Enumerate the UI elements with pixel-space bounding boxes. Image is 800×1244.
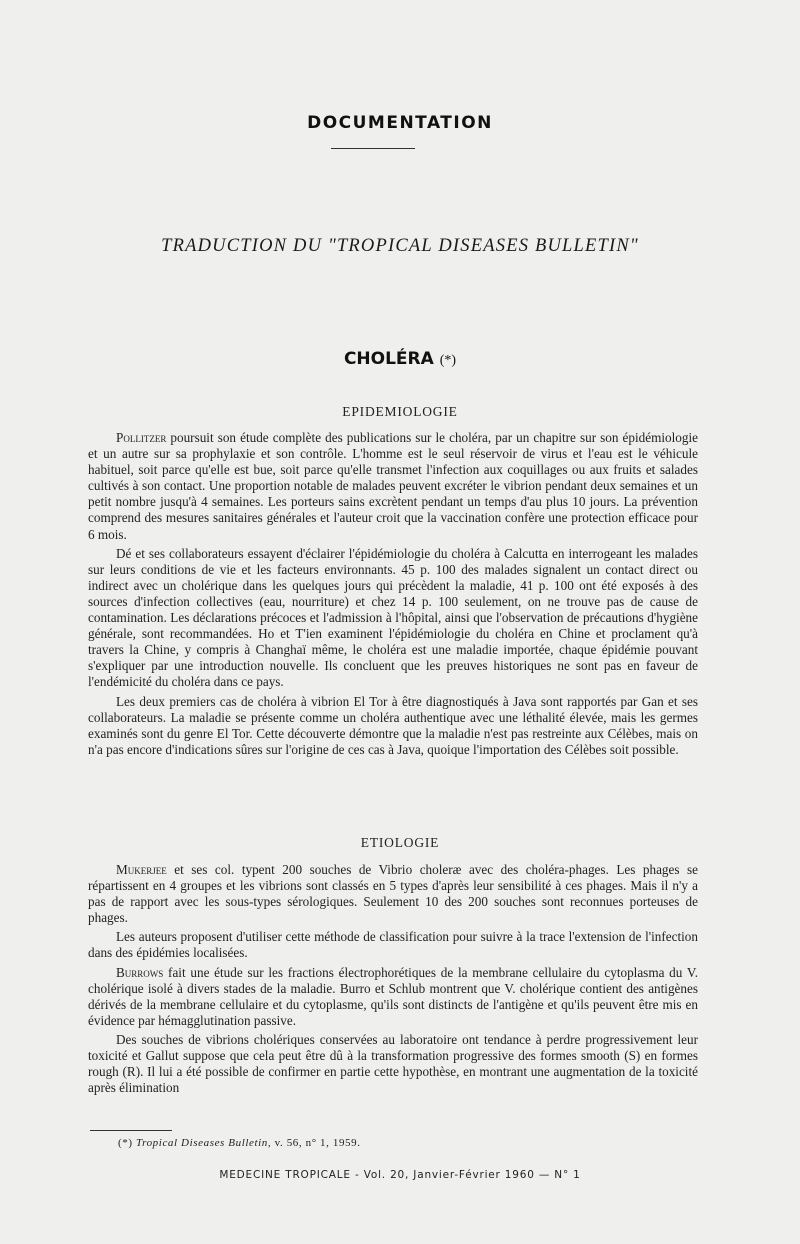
subtitle: TRADUCTION DU "TROPICAL DISEASES BULLETIN"	[161, 236, 639, 256]
subsection-heading-etiologie: ETIOLOGIE	[360, 835, 440, 850]
paragraph-text: Des souches de vibrions cholériques conservées au laboratoire ont tendance à perdre progressivement leur toxicité et Gallut suppose que cela peut être dû à la transformation progressive des formes smooth (S) en formes rough (R). Il lui a été possible de confirmer en partie cette hypothèse, en montrant une augmentation de la toxicité après élimination	[88, 1031, 698, 1096]
footnote-ref: v. 56, n° 1, 1959.	[274, 1137, 361, 1149]
author-name: Pollitzer	[116, 430, 167, 445]
subsection-heading-epidemiologie: EPIDEMIOLOGIE	[342, 404, 458, 419]
paragraph	[88, 1032, 698, 1096]
section-heading: DOCUMENTATION	[307, 113, 493, 133]
footnote	[118, 1137, 361, 1149]
paragraph-text: poursuit son étude complète des publications sur le choléra, par un chapitre sur son épidémiologie et un autre sur sa prophylaxie et son contrôle. L'homme est le seul réservoir de virus et l'eau est le véhicule habituel, soit parce qu'elle est bue, soit parce qu'elle transmet l'infection aux coquillages ou aux fruits et salades cultivés à son contact. Une proportion notable de malades peuvent excréter le vibrion pendant deux semaines et un petit nombre jusqu'à 4 semaines. Les porteurs sains excrètent pendant un temps d'au plus 10 jours. La prévention comprend des mesures sanitaires générales et l'auteur croit que la vaccination confère une protection efficace pour 6 mois.	[88, 430, 698, 542]
paragraph-text: fait une étude sur les fractions électrophorétiques de la membrane cellulaire du cytoplasma du V. cholérique isolé à divers stades de la maladie. Burro et Schlub montrent que V. cholérique contient des antigènes dérivés de la membrane cellulaire et du cytoplasme, qu'ils sont distincts de l'antigène et qu'ils peuvent être mis en évidence par hémagglutination passive.	[88, 964, 698, 1028]
footnote-rule	[90, 1130, 172, 1131]
footnote-reference: (*)	[439, 353, 457, 368]
section-body-etiologie	[88, 862, 698, 1096]
paragraph-text: Dé et ses collaborateurs essayent d'éclairer l'épidémiologie du choléra à Calcutta en interrogeant les malades sur leurs conditions de vie et les facteurs environnants. 45 p. 100 des malades signalent un contact direct ou indirect avec un cholérique dans les quelques jours qui précèdent la maladie, 41 p. 100 ont été exposés à des sources d'infection collectives (eau, nourriture) et chez 14 p. 100 seulement, on ne trouve pas de cause de contamination. Les déclarations précoces et l'admission à l'hôpital, ainsi que l'observation de précautions d'hygiène générale, sont recommandées. Ho et T'ien examinent l'épidémiologie du choléra en Chine et proclament qu'à travers la Chine, y compris à Changhaï même, le choléra est une maladie importée, chaque épidémie pouvant s'expliquer par une introduction nouvelle. Ils concluent que les preuves historiques ne sont pas en faveur de l'endémicité du choléra dans ce pays.	[88, 545, 698, 690]
paragraph	[88, 546, 698, 691]
paragraph-text: Les auteurs proposent d'utiliser cette méthode de classification pour suivre à la trace l'extension de l'infection dans des épidémies localisées.	[88, 929, 698, 961]
heading-rule	[331, 148, 415, 149]
paragraph	[88, 862, 698, 926]
footnote-source: Tropical Diseases Bulletin,	[136, 1137, 272, 1149]
article-title	[0, 349, 800, 369]
article-title-text: CHOLÉRA	[343, 349, 434, 369]
paragraph	[88, 965, 698, 1029]
paragraph	[88, 694, 698, 758]
author-name: Burrows	[116, 964, 164, 980]
paragraph	[88, 929, 698, 961]
running-footer: MEDECINE TROPICALE - Vol. 20, Janvier-Février 1960 — N° 1	[219, 1169, 581, 1181]
paragraph-text: Les deux premiers cas de choléra à vibrion El Tor à être diagnostiqués à Java sont rapportés par Gan et ses collaborateurs. La maladie se présente comme un choléra authentique avec une léthalité élevée, mais les germes examinés sont du genre El Tor. Cette découverte démontre que la maladie n'est pas restreinte aux Célèbes, mais on n'a pas encore d'indications sûres sur l'origine de ces cas à Java, quoique l'importation des Célèbes soit possible.	[88, 693, 698, 757]
author-name: Mukerjee	[116, 862, 167, 877]
paragraph	[88, 430, 698, 543]
footnote-mark: (*)	[118, 1137, 133, 1149]
section-body-epidemiologie	[88, 430, 698, 758]
paragraph-text: et ses col. typent 200 souches de Vibrio choleræ avec des choléra-phages. Les phages se répartissent en 4 groupes et les vibrions sont classés en 5 types d'après leur sensibilité à ces phages. Mais il n'y a pas de rapport avec les sous-types sérologiques. Seulement 10 des 200 souches sont reconnues porteuses de phages.	[88, 862, 698, 926]
